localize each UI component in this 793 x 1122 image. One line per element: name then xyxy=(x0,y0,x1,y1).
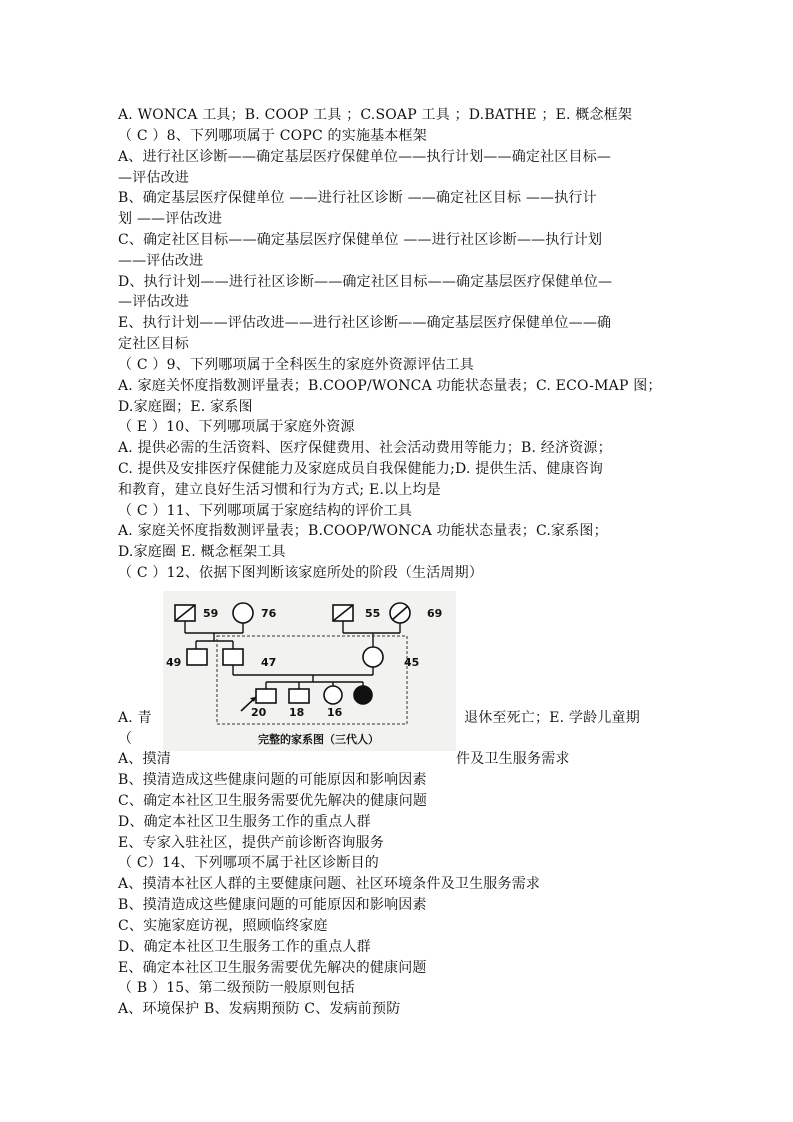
text-line-13: （ C ）9、下列哪项属于全科医生的家庭外资源评估工具 xyxy=(118,357,474,373)
text-line-3: A、进行社区诊断——确定基层医疗保健单位——执行计划——确定社区目标— xyxy=(118,149,612,165)
text-line-6: 划 ——评估改进 xyxy=(118,211,223,227)
text-line-12: 定社区目标 xyxy=(118,336,189,352)
text-line-2: （ C ）8、下列哪项属于 COPC 的实施基本框架 xyxy=(118,128,427,144)
text-line-32: A、摸清本社区人群的主要健康问题、社区环境条件及卫生服务需求 xyxy=(118,876,541,892)
text-line-4: —评估改进 xyxy=(118,170,189,186)
age-label-55: 55 xyxy=(365,607,381,620)
text-line-30: E、专家入驻社区，提供产前诊断咨询服务 xyxy=(118,835,385,851)
age-label-45: 45 xyxy=(404,656,420,669)
text-line-8: ——评估改进 xyxy=(118,253,204,269)
text-line-10: —评估改进 xyxy=(118,294,189,310)
text-line-29: D、确定本社区卫生服务工作的重点人群 xyxy=(118,814,371,830)
text-line-26a: A、摸清 xyxy=(118,751,171,767)
age-label-47: 47 xyxy=(261,656,277,669)
age-label-49: 49 xyxy=(166,656,182,669)
text-line-27: B、摸清造成这些健康问题的可能原因和影响因素 xyxy=(118,772,427,788)
age-label-59: 59 xyxy=(203,607,219,620)
text-line-35: D、确定本社区卫生服务工作的重点人群 xyxy=(118,939,371,955)
age-label-18: 18 xyxy=(289,706,305,719)
mother-symbol xyxy=(363,647,383,667)
genogram-diagram xyxy=(163,591,456,751)
uncle-symbol xyxy=(187,649,207,665)
text-line-26b: 件及卫生服务需求 xyxy=(456,751,570,767)
age-label-76: 76 xyxy=(261,607,277,620)
age-label-20: 20 xyxy=(251,706,267,719)
text-line-28: C、确定本社区卫生服务需要优先解决的健康问题 xyxy=(118,793,428,809)
text-line-21: A. 家庭关怀度指数测评量表；B.COOP/WONCA 功能状态量表；C.家系图； xyxy=(118,523,608,539)
text-line-11: E、执行计划——评估改进——进行社区诊断——确定基层医疗保健单位——确 xyxy=(118,315,612,331)
age-label-69: 69 xyxy=(427,607,443,620)
age-label-16: 16 xyxy=(327,706,343,719)
text-line-37: （ B ）15、第二级预防一般原则包括 xyxy=(118,980,355,996)
text-line-20: （ C ）11、下列哪项属于家庭结构的评价工具 xyxy=(118,503,413,519)
text-line-19: 和教育，建立良好生活习惯和行为方式; E.以上均是 xyxy=(118,482,441,498)
genogram-figure xyxy=(163,591,456,751)
text-line-25: （ xyxy=(118,731,133,747)
deceased-child-symbol xyxy=(354,686,372,704)
father-symbol xyxy=(223,649,243,665)
text-line-9: D、执行计划——进行社区诊断——确定社区目标——确定基层医疗保健单位— xyxy=(118,274,613,290)
text-line-38: A、环境保护 B、发病期预防 C、发病前预防 xyxy=(118,1001,401,1017)
text-line-34: C、实施家庭访视，照顾临终家庭 xyxy=(118,918,328,934)
text-line-14: A. 家庭关怀度指数测评量表；B.COOP/WONCA 功能状态量表；C. ECO-MAP 图； xyxy=(118,378,662,394)
son1-symbol xyxy=(256,689,276,703)
paternal-grandmother-symbol xyxy=(233,603,253,623)
daughter-symbol xyxy=(324,686,342,704)
text-line-23: （ C ）12、依据下图判断该家庭所处的阶段（生活周期） xyxy=(118,565,484,581)
text-line-31: （ C）14、下列哪项不属于社区诊断目的 xyxy=(118,855,379,871)
genogram-caption: 完整的家系图（三代人） xyxy=(258,733,379,746)
text-line-5: B、确定基层医疗保健单位 ——进行社区诊断 ——确定社区目标 ——执行计 xyxy=(118,190,597,206)
text-line-22: D.家庭圈 E. 概念框架工具 xyxy=(118,544,286,560)
text-line-24a: A. 青 xyxy=(118,710,152,726)
text-line-33: B、摸清造成这些健康问题的可能原因和影响因素 xyxy=(118,897,427,913)
text-line-36: E、确定本社区卫生服务需要优先解决的健康问题 xyxy=(118,960,427,976)
son2-symbol xyxy=(289,689,309,703)
text-line-17: A. 提供必需的生活资料、医疗保健费用、社会活动费用等能力；B. 经济资源； xyxy=(118,440,612,456)
text-line-15: D.家庭圈；E. 家系图 xyxy=(118,399,253,415)
text-line-16: （ E ）10、下列哪项属于家庭外资源 xyxy=(118,419,355,435)
text-line-7: C、确定社区目标——确定基层医疗保健单位 ——进行社区诊断——执行计划 xyxy=(118,232,603,248)
text-line-18: C. 提供及安排医疗保健能力及家庭成员自我保健能力;D. 提供生活、健康咨询 xyxy=(118,461,604,477)
text-line-24b: 退休至死亡；E. 学龄儿童期 xyxy=(464,710,640,726)
text-line-1: A. WONCA 工具；B. COOP 工具 ；C.SOAP 工具 ；D.BATHE ；E. 概念框架 xyxy=(118,107,633,123)
